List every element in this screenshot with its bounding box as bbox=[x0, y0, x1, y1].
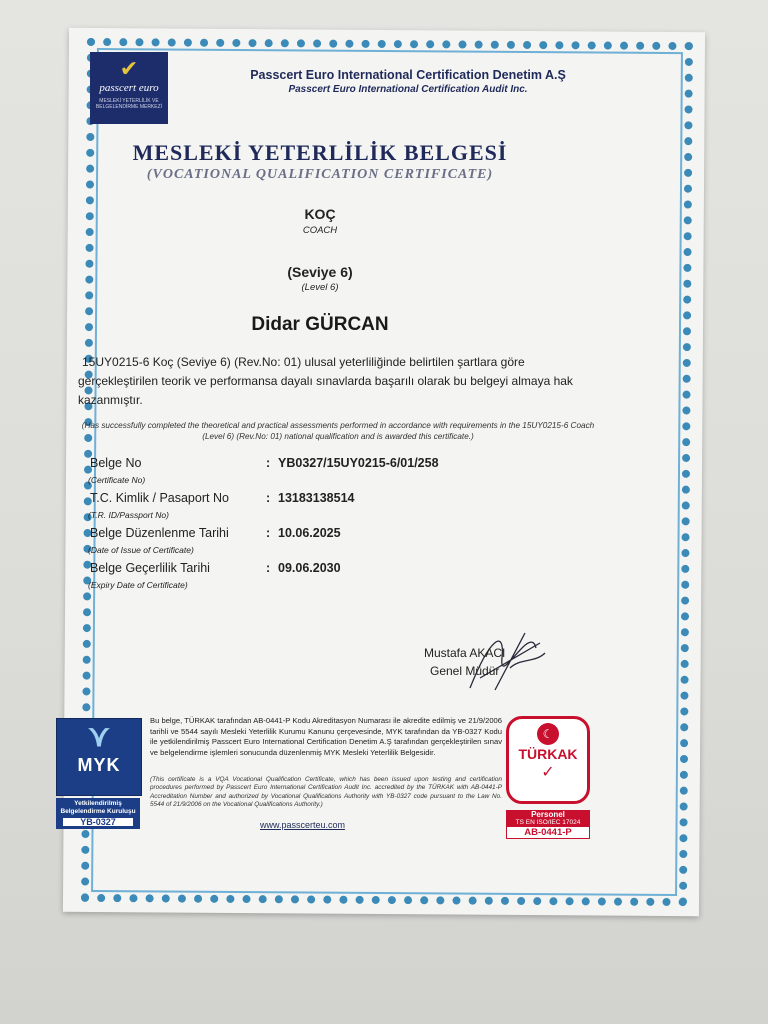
signatory-title: Genel Müdür bbox=[430, 664, 500, 678]
field-value: 09.06.2030 bbox=[278, 561, 341, 575]
field-value: 10.06.2025 bbox=[278, 526, 341, 540]
myk-strip-text: Yetkilendirilmiş Belgelendirme Kuruluşu bbox=[60, 800, 136, 815]
holder-name: Didar GÜRCAN bbox=[251, 314, 389, 335]
turkak-code: AB-0441-P bbox=[506, 826, 590, 839]
field-colon: : bbox=[266, 491, 271, 505]
turkak-logo bbox=[506, 716, 590, 840]
field-sublabel: (Certificate No) bbox=[88, 475, 146, 485]
title-en: (VOCATIONAL QUALIFICATION CERTIFICATE) bbox=[146, 167, 494, 182]
field-value: YB0327/15UY0215-6/01/258 bbox=[278, 456, 439, 470]
signatory-name: Mustafa AKACI bbox=[424, 646, 506, 660]
field-label: Belge No bbox=[90, 456, 142, 470]
myk-code: YB-0327 bbox=[62, 817, 134, 827]
signature-block bbox=[410, 618, 550, 698]
level-tr: (Seviye 6) bbox=[287, 264, 353, 280]
field-id-no bbox=[90, 491, 610, 526]
statement-tr: 15UY0215-6 Koç (Seviye 6) (Rev.No: 01) ulusal yeterliliğinde belirtilen şartlara göre gerçekleştirilen teorik ve performansa dayalı sınavlarda başarılı olarak bu belgeyi almaya hak kazanmıştır. bbox=[78, 355, 573, 407]
myk-logo bbox=[56, 718, 142, 834]
turkak-scope: Personel bbox=[506, 810, 590, 819]
crescent-star-icon: ☾ bbox=[537, 723, 559, 745]
certificate-fields bbox=[90, 456, 610, 596]
company-header bbox=[228, 68, 588, 95]
legal-text-en: (This certificate is a VQA Vocational Qualification Certificate, which has been issued upon testing and certification procedures performed by Passcert Euro International Certification Audit Inc. accredited by the TÜRKAK with AB-0441-P Accreditation Number and authorized by Vocational Qualifications Authority with YB-0327 code pursuant to the Law No. 5544 of 21/9/2006 on the Vocational Qualifications Authority.) bbox=[150, 776, 502, 809]
field-value: 13183138514 bbox=[278, 491, 355, 505]
myk-logo-text: MYK bbox=[77, 755, 121, 775]
field-label: Belge Düzenlenme Tarihi bbox=[90, 526, 229, 540]
field-certificate-no bbox=[90, 456, 610, 491]
checkmark-icon: ✔ bbox=[119, 56, 139, 81]
field-sublabel: (Expiry Date of Certificate) bbox=[88, 580, 188, 590]
passcert-logo bbox=[90, 52, 168, 124]
legal-text-tr: Bu belge, TÜRKAK tarafından AB-0441-P Kodu Akreditasyon Numarası ile akredite edilmiş ve 21/9/2006 tarihli ve 5544 sayılı Mesleki Yeterlilik Kurumu Kanunu çerçevesinde, MYK tarafından da YB-0327 Kodu ile yetkilendirilmiş Passcert Euro International Certification Denetim A.Ş tarafından gerçekleştirilen sınav ve belgelendirme işlemleri sonucunda düzenlenmiş MYK Mesleki Yeterlilik Belgesidir. bbox=[150, 716, 502, 757]
website-link[interactable]: www.passcerteu.com bbox=[260, 820, 346, 830]
check-circle-icon: ✓ bbox=[541, 764, 555, 781]
company-name-tr: Passcert Euro International Certification Denetim A.Ş bbox=[250, 68, 566, 82]
company-name-en: Passcert Euro International Certification Audit Inc. bbox=[288, 84, 528, 95]
field-label: Belge Geçerlilik Tarihi bbox=[90, 561, 210, 575]
occupation-en: COACH bbox=[302, 225, 338, 236]
turkak-word: TÜRKAK bbox=[518, 746, 578, 762]
title-tr: MESLEKİ YETERLİLİK BELGESİ bbox=[132, 140, 508, 165]
certificate-title bbox=[60, 140, 580, 183]
field-issue-date bbox=[90, 526, 610, 561]
level bbox=[60, 264, 580, 293]
field-expiry-date bbox=[90, 561, 610, 596]
occupation bbox=[60, 206, 580, 236]
myk-emblem-icon: ⋎ bbox=[88, 720, 110, 753]
field-label: T.C. Kimlik / Pasaport No bbox=[90, 491, 229, 505]
logo-subtitle: MESLEKİ YETERLİLİK VE BELGELENDİRME MERKEZİ bbox=[95, 98, 163, 110]
field-colon: : bbox=[266, 561, 271, 575]
field-colon: : bbox=[266, 526, 271, 540]
turkak-standard: TS EN ISO/IEC 17024 bbox=[506, 819, 590, 826]
occupation-tr: KOÇ bbox=[304, 206, 336, 222]
field-sublabel: (T.R. ID/Passport No) bbox=[88, 510, 169, 520]
logo-brand: passcert euro bbox=[99, 82, 159, 94]
field-colon: : bbox=[266, 456, 271, 470]
level-en: (Level 6) bbox=[301, 282, 339, 293]
field-sublabel: (Date of Issue of Certificate) bbox=[88, 545, 194, 555]
statement-en: (Has successfully completed the theoretical and practical assessments performed in accordance with requirements in the 15UY0215-6 Coach (Level 6) (Rev.No: 01) national qualification and is awarded this certificate.) bbox=[81, 421, 595, 441]
